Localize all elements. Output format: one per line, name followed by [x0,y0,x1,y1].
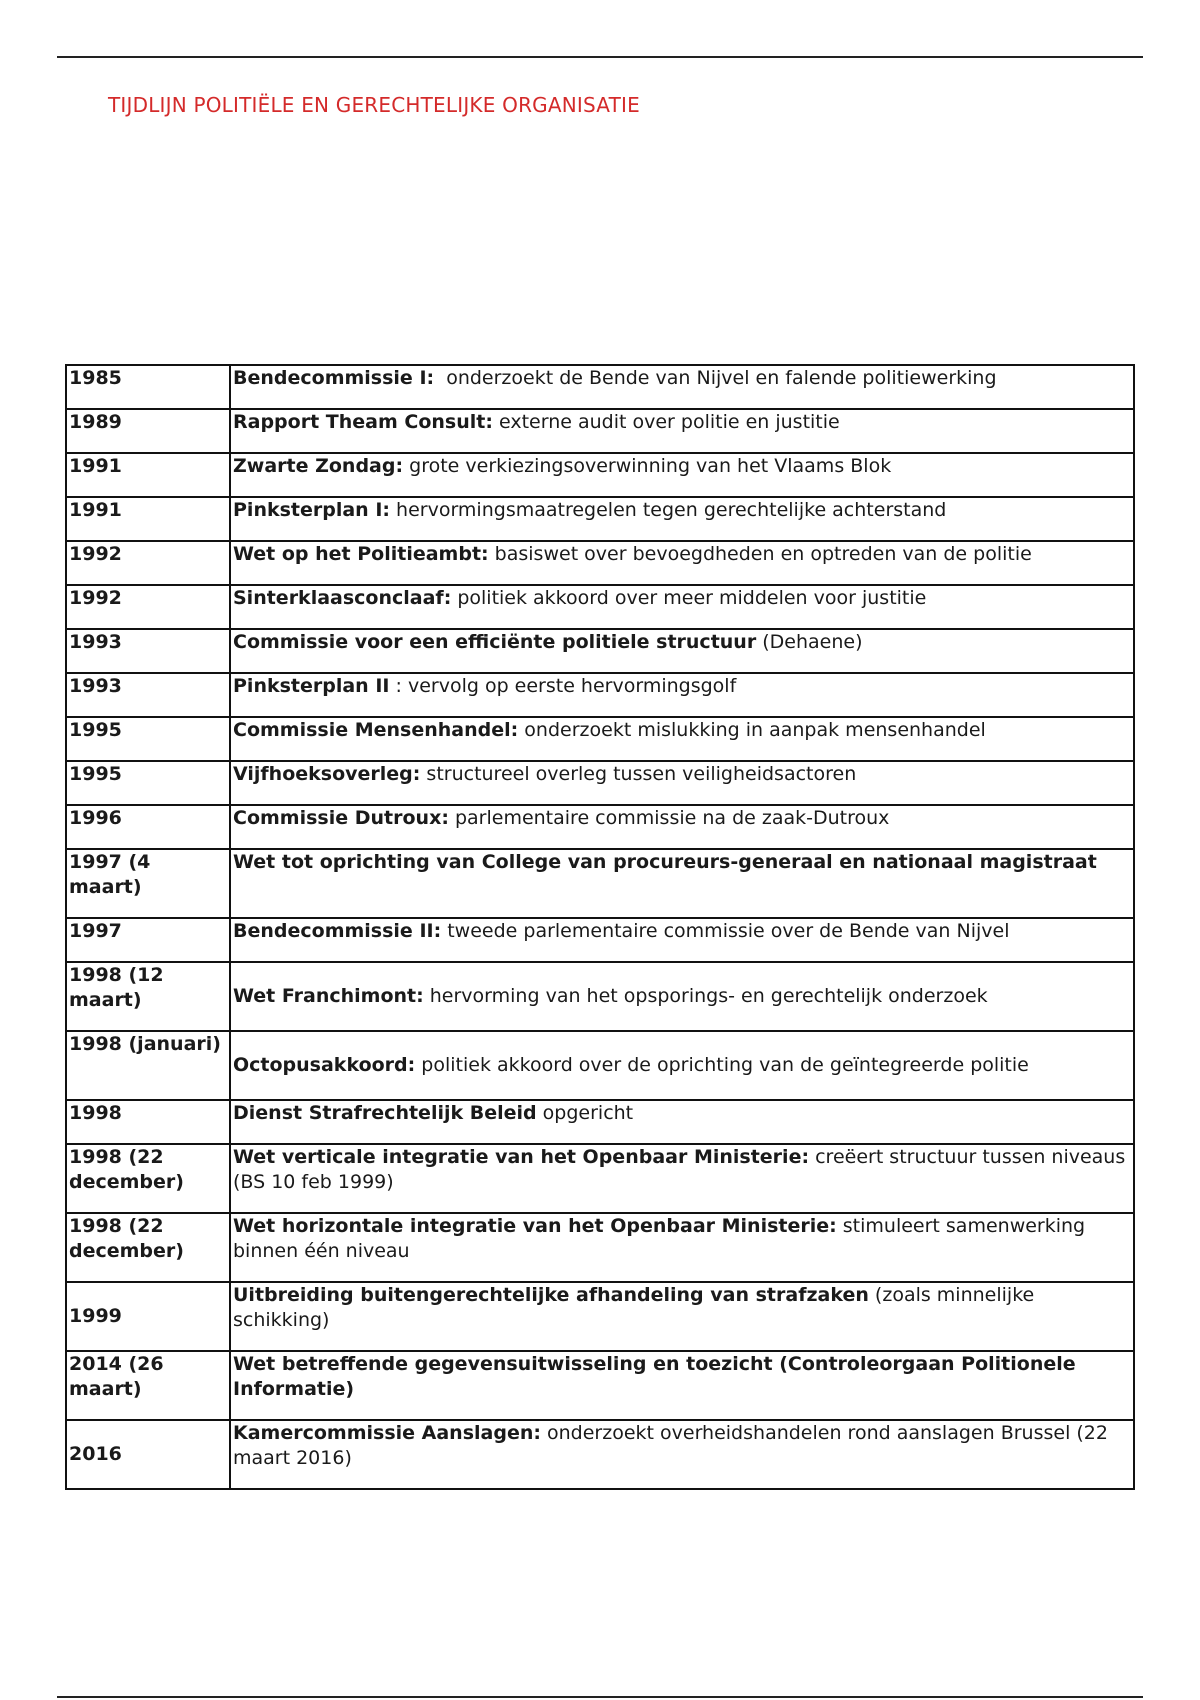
table-row [66,1031,1134,1100]
row-event [230,962,1134,1031]
row-event [230,365,1134,409]
event-title: Rapport Theam Consult: [233,411,493,433]
row-year: 1991 [66,453,230,497]
row-year: 1997 [66,918,230,962]
row-year: 1998 (22 december) [66,1144,230,1213]
event-title: Uitbreiding buitengerechtelijke afhandeling van strafzaken [233,1284,869,1306]
event-title: Commissie voor een efficiënte politiele structuur [233,631,757,653]
row-event [230,585,1134,629]
table-row [66,1144,1134,1213]
event-description: externe audit over politie en justitie [492,411,840,433]
event-description: hervormingsmaatregelen tegen gerechtelijke achterstand [390,499,947,521]
table-row [66,1100,1134,1144]
row-event [230,541,1134,585]
table-row [66,717,1134,761]
event-title: Commissie Dutroux: [233,807,449,829]
row-year: 1999 [66,1282,230,1351]
event-description: grote verkiezingsoverwinning van het Vlaams Blok [403,455,892,477]
row-event [230,409,1134,453]
table-row [66,805,1134,849]
row-year: 1993 [66,673,230,717]
row-year: 1995 [66,761,230,805]
event-title: Octopusakkoord: [233,1054,416,1076]
row-year: 1998 [66,1100,230,1144]
table-row [66,761,1134,805]
row-event [230,761,1134,805]
row-year: 1985 [66,365,230,409]
row-year: 1993 [66,629,230,673]
event-description: (zoals minnelijke schikking) [233,1284,1035,1331]
row-event [230,497,1134,541]
row-year: 1991 [66,497,230,541]
event-title: Commissie Mensenhandel: [233,719,519,741]
event-title: Vijfhoeksoverleg: [233,763,421,785]
event-title: Dienst Strafrechtelijk Beleid [233,1102,537,1124]
row-year: 2014 (26 maart) [66,1351,230,1420]
event-title: Bendecommissie I: [233,367,435,389]
event-description: stimuleert samenwerking binnen één niveau [233,1215,1086,1262]
row-event [230,717,1134,761]
row-event [230,629,1134,673]
event-description: structureel overleg tussen veiligheidsactoren [420,763,857,785]
row-event [230,1351,1134,1420]
document-title: TIJDLIJN POLITIËLE EN GERECHTELIJKE ORGANISATIE [108,93,640,117]
event-title: Wet betreffende gegevensuitwisseling en toezicht (Controleorgaan Politionele Informatie) [233,1353,1076,1400]
table-row [66,365,1134,409]
event-title: Wet Franchimont: [233,985,424,1007]
table-row [66,1282,1134,1351]
row-event [230,849,1134,918]
table-row [66,409,1134,453]
table-row [66,918,1134,962]
table-row [66,849,1134,918]
event-title: Kamercommissie Aanslagen: [233,1422,541,1444]
event-description: (Dehaene) [756,631,863,653]
row-year: 1992 [66,541,230,585]
table-row [66,453,1134,497]
row-event [230,453,1134,497]
event-title: Wet tot oprichting van College van procureurs-generaal en nationaal magistraat [233,851,1097,873]
timeline-table [65,364,1135,1490]
event-description: : vervolg op eerste hervormingsgolf [389,675,737,697]
row-year: 1995 [66,717,230,761]
event-title: Sinterklaasconclaaf: [233,587,452,609]
row-year: 1989 [66,409,230,453]
table-row [66,541,1134,585]
table-row [66,629,1134,673]
event-title: Wet horizontale integratie van het Openbaar Ministerie: [233,1215,837,1237]
event-description: politiek akkoord over de oprichting van de geïntegreerde politie [415,1054,1029,1076]
event-title: Pinksterplan I: [233,499,390,521]
row-event [230,1144,1134,1213]
row-year: 1992 [66,585,230,629]
event-description: parlementaire commissie na de zaak-Dutroux [448,807,890,829]
event-title: Pinksterplan II [233,675,390,697]
row-event [230,673,1134,717]
row-event [230,1031,1134,1100]
row-year: 2016 [66,1420,230,1489]
event-description: onderzoekt overheidshandelen rond aanslagen Brussel (22 maart 2016) [233,1422,1108,1469]
event-title: Wet op het Politieambt: [233,543,489,565]
row-event [230,805,1134,849]
event-description: onderzoekt mislukking in aanpak mensenhandel [518,719,986,741]
row-event [230,918,1134,962]
header-rule [57,56,1143,58]
table-row [66,1420,1134,1489]
row-year: 1998 (22 december) [66,1213,230,1282]
table-row [66,962,1134,1031]
event-description: creëert structuur tussen niveaus (BS 10 feb 1999) [233,1146,1126,1193]
event-description: politiek akkoord over meer middelen voor justitie [451,587,927,609]
event-description: tweede parlementaire commissie over de Bende van Nijvel [441,920,1010,942]
event-title: Zwarte Zondag: [233,455,404,477]
event-title: Wet verticale integratie van het Openbaar Ministerie: [233,1146,810,1168]
event-description: opgericht [536,1102,634,1124]
row-event [230,1420,1134,1489]
row-year: 1998 (januari) [66,1031,230,1100]
event-description: hervorming van het opsporings- en gerechtelijk onderzoek [423,985,988,1007]
event-title: Bendecommissie II: [233,920,442,942]
table-row [66,1213,1134,1282]
event-description: onderzoekt de Bende van Nijvel en falende politiewerking [434,367,997,389]
row-year: 1997 (4 maart) [66,849,230,918]
footer-rule [57,1696,1143,1698]
table-row [66,1351,1134,1420]
row-year: 1996 [66,805,230,849]
table-row [66,497,1134,541]
event-description: basiswet over bevoegdheden en optreden van de politie [488,543,1032,565]
table-row [66,585,1134,629]
row-event [230,1100,1134,1144]
table-row [66,673,1134,717]
row-year: 1998 (12 maart) [66,962,230,1031]
row-event [230,1213,1134,1282]
row-event [230,1282,1134,1351]
